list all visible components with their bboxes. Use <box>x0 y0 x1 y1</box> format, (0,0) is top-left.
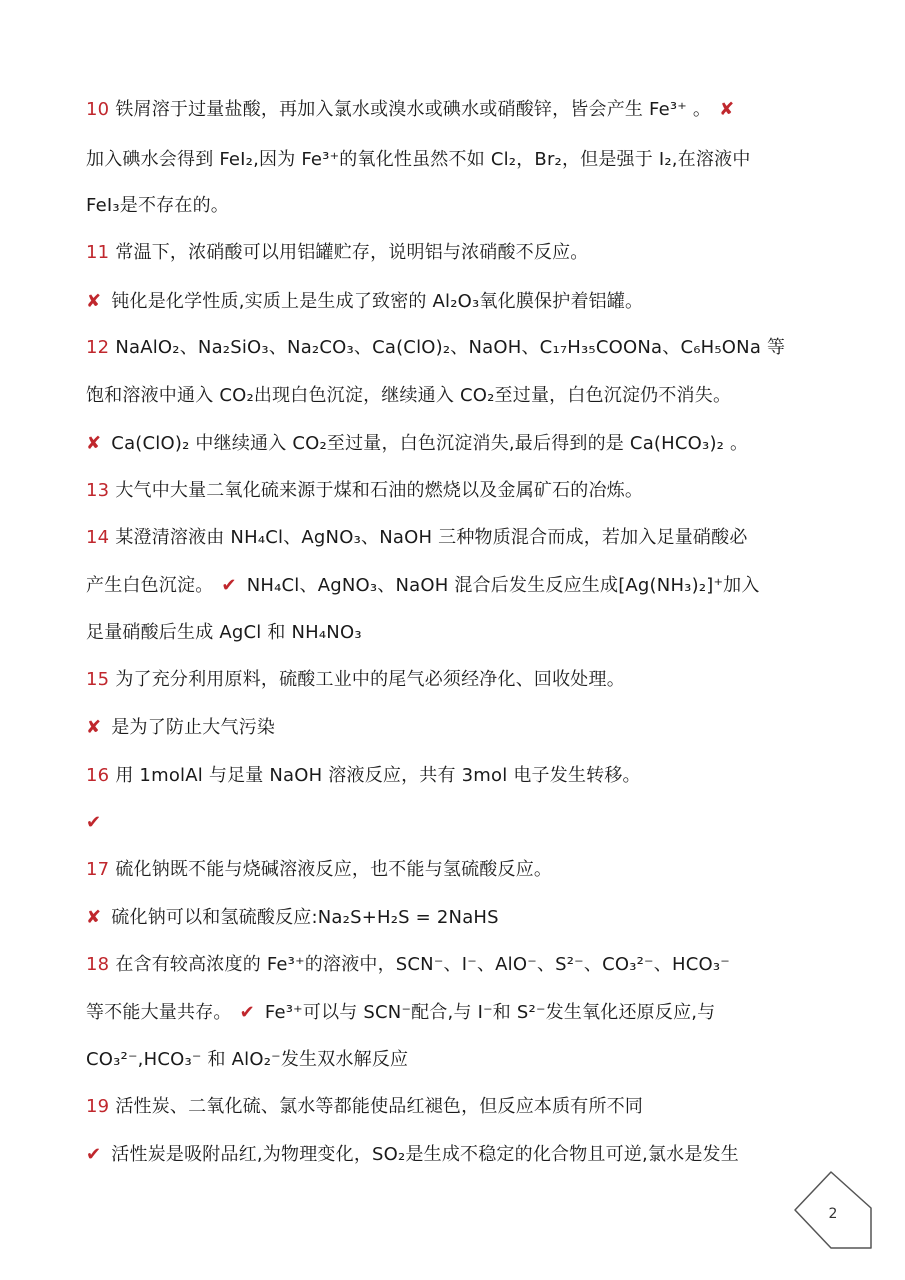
item-10-answer-line-2: FeI₃是不存在的。 <box>86 195 229 216</box>
question-text: 大气中大量二氧化硫来源于煤和石油的燃烧以及金属矿石的冶炼。 <box>115 480 644 501</box>
item-15-question <box>86 668 826 692</box>
answer-text: 硫化钠可以和氢硫酸反应:Na₂S+H₂S = 2NaHS <box>111 907 499 928</box>
item-15-answer <box>86 716 826 740</box>
item-number: 10 <box>86 99 110 120</box>
question-text: 等不能大量共存。 <box>86 1002 232 1023</box>
item-number: 18 <box>86 954 110 975</box>
item-18-question-line-1 <box>86 953 826 977</box>
item-19-answer <box>86 1143 826 1167</box>
item-14-question-line-2 <box>86 574 826 598</box>
item-11-answer <box>86 290 826 314</box>
item-19-question <box>86 1095 826 1119</box>
question-text: 活性炭、二氧化硫、氯水等都能使品红褪色，但反应本质有所不同 <box>115 1096 644 1117</box>
answer-text: 钝化是化学性质,实质上是生成了致密的 Al₂O₃氧化膜保护着铝罐。 <box>111 291 644 312</box>
item-17-answer <box>86 906 826 930</box>
question-text: NaAlO₂、Na₂SiO₃、Na₂CO₃、Ca(ClO)₂、NaOH、C₁₇H₃₅COONa、C₆H₅ONa 等 <box>115 337 786 358</box>
question-text: 某澄清溶液由 NH₄Cl、AgNO₃、NaOH 三种物质混合而成，若加入足量硝酸必 <box>115 527 748 548</box>
check-mark-icon: ✔ <box>239 1002 255 1023</box>
question-text: 为了充分利用原料，硫酸工业中的尾气必须经净化、回收处理。 <box>115 669 625 690</box>
item-10-answer-line-1: 加入碘水会得到 FeI₂,因为 Fe³⁺的氧化性虽然不如 Cl₂，Br₂，但是强于 I₂,在溶液中 <box>86 149 751 170</box>
item-16-answer <box>86 811 826 835</box>
item-12-question-line-1 <box>86 336 826 360</box>
check-mark-icon: ✔ <box>86 812 102 833</box>
question-text: 常温下，浓硝酸可以用铝罐贮存，说明铝与浓硝酸不反应。 <box>115 242 589 263</box>
wrong-mark-icon: ✘ <box>86 717 102 738</box>
item-13-question <box>86 479 826 503</box>
question-text: 在含有较高浓度的 Fe³⁺的溶液中，SCN⁻、I⁻、AlO⁻、S²⁻、CO₃²⁻、HCO₃⁻ <box>115 954 730 975</box>
item-17-question <box>86 858 826 882</box>
question-text: 用 1molAl 与足量 NaOH 溶液反应，共有 3mol 电子发生转移。 <box>115 765 641 786</box>
wrong-mark-icon: ✘ <box>86 433 102 454</box>
item-number: 15 <box>86 669 110 690</box>
item-14-answer-line-2: 足量硝酸后生成 AgCl 和 NH₄NO₃ <box>86 622 362 643</box>
item-12-question-line-2: 饱和溶液中通入 CO₂出现白色沉淀，继续通入 CO₂至过量，白色沉淀仍不消失。 <box>86 385 732 406</box>
wrong-mark-icon: ✘ <box>86 291 102 312</box>
item-14-question-line-1 <box>86 526 826 550</box>
answer-text: Ca(ClO)₂ 中继续通入 CO₂至过量，白色沉淀消失,最后得到的是 Ca(HCO₃)₂ 。 <box>111 433 749 454</box>
item-10-question <box>86 98 826 122</box>
question-text: 产生白色沉淀。 <box>86 575 214 596</box>
item-number: 16 <box>86 765 110 786</box>
item-number: 19 <box>86 1096 110 1117</box>
wrong-mark-icon: ✘ <box>86 907 102 928</box>
item-number: 13 <box>86 480 110 501</box>
item-number: 14 <box>86 527 110 548</box>
wrong-mark-icon: ✘ <box>719 99 735 120</box>
item-18-question-line-2 <box>86 1001 826 1025</box>
item-11-question <box>86 241 826 265</box>
item-number: 11 <box>86 242 110 263</box>
item-number: 17 <box>86 859 110 880</box>
question-text: 硫化钠既不能与烧碱溶液反应，也不能与氢硫酸反应。 <box>115 859 553 880</box>
item-18-answer-line-2: CO₃²⁻,HCO₃⁻ 和 AlO₂⁻发生双水解反应 <box>86 1049 409 1070</box>
question-text: 铁屑溶于过量盐酸，再加入氯水或溴水或碘水或硝酸锌，皆会产生 Fe³⁺ 。 <box>115 99 712 120</box>
check-mark-icon: ✔ <box>221 575 237 596</box>
answer-text: 是为了防止大气污染 <box>111 717 276 738</box>
item-number: 12 <box>86 337 110 358</box>
check-mark-icon: ✔ <box>86 1144 102 1165</box>
answer-text: NH₄Cl、AgNO₃、NaOH 混合后发生反应生成[Ag(NH₃)₂]⁺加入 <box>246 575 760 596</box>
item-16-question <box>86 764 826 788</box>
item-12-answer <box>86 432 826 456</box>
answer-text: 活性炭是吸附品红,为物理变化，SO₂是生成不稳定的化合物且可逆,氯水是发生 <box>111 1144 739 1165</box>
page-number: 2 <box>828 1206 838 1222</box>
answer-text: Fe³⁺可以与 SCN⁻配合,与 I⁻和 S²⁻发生氧化还原反应,与 <box>264 1002 716 1023</box>
